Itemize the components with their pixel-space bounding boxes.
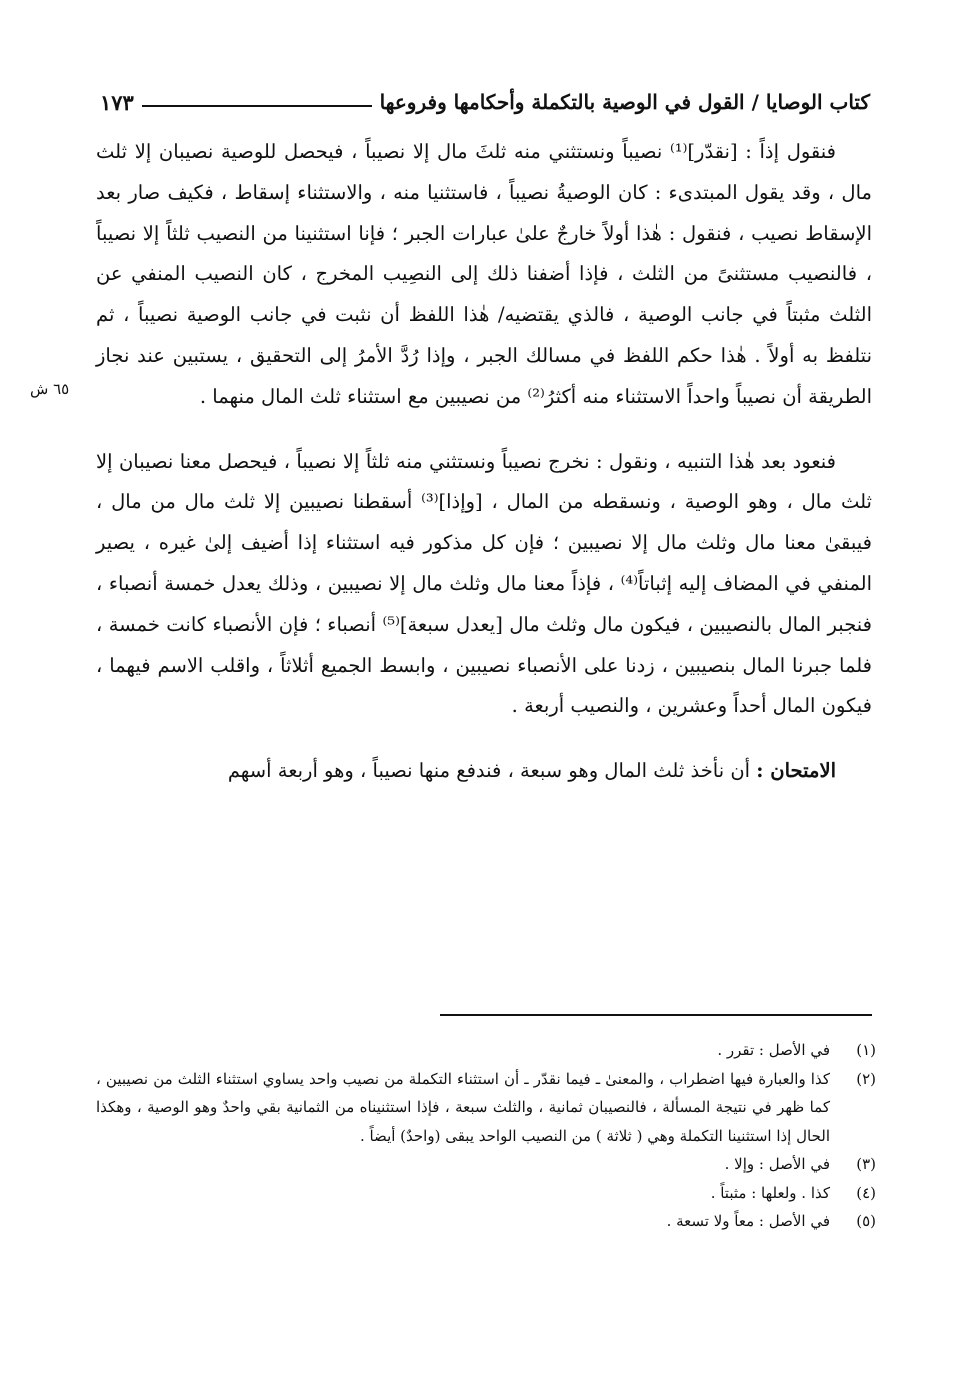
header-rule <box>142 105 372 107</box>
paragraph-lead: الامتحان : <box>756 759 836 783</box>
page-number: ١٧٣ <box>100 89 134 115</box>
footnote <box>96 1179 876 1208</box>
footnote-text: كذا . ولعلها : مثبتاً . <box>710 1183 830 1202</box>
footnote-number: (٢) <box>856 1069 876 1088</box>
book-title: كتاب الوصايا / القول في الوصية بالتكملة وأحكامها وفروعها <box>379 90 870 114</box>
running-header <box>100 82 870 122</box>
main-text <box>96 132 872 792</box>
footnotes <box>96 1036 876 1236</box>
footnote <box>96 1150 876 1179</box>
footnote-number: (٣) <box>856 1155 876 1173</box>
paragraph-text: فنقول إذاً : [نقدّر]⁽¹⁾ نصيباً ونستثني منه ثلثَ مال إلا نصيباً ، فيحصل للوصية نصيبان إلا ثلث مال ، وقد يقول المبتدىء : كان الوصيةُ نصيباً ، فاستثنيا منه ، والاستثناء إسقاط ، فكيف صار بعد الإسقاط نصيب ، فنقول : هٰذا أولاً خارجٌ علىٰ عبارات الجبر ؛ فإنا استثنينا من النصيب ثلثاً إلا نصيباً ، فالنصيب مستثنىً من الثلث ، فإذا أضفنا ذلك إلى النصِيب المخرج ، كان النصيب المنفي عن الثلث مثبتاً في جانب الوصية ، فالذي يقتضيه/ هٰذا اللفظ أن نثبت في جانب الوصية نصيباً ، ثم نتلفظ به أولاً . هٰذا حكم اللفظ في مسالك الجبر ، وإذا رُدَّ الأمرُ إلى التحقيق ، يستبين عند نجاز الطريقة أن نصيباً واحداً الاستثناء منه أكثرُ⁽²⁾ من نصيبين مع استثناء ثلث المال منهما . <box>96 140 872 408</box>
footnote <box>96 1065 876 1151</box>
paragraph <box>96 132 872 418</box>
paragraph-text: أن نأخذ ثلث المال وهو سبعة ، فندفع منها نصيباً ، وهو أربعة أسهم <box>227 759 757 783</box>
footnote-number: (٥) <box>856 1212 876 1230</box>
footnote-text: في الأصل : وإلا . <box>724 1155 830 1173</box>
footnote-number: (٤) <box>856 1183 876 1202</box>
margin-manuscript-note: ٦٥ ش <box>30 380 70 398</box>
paragraph-text: فنعود بعد هٰذا التنبيه ، ونقول : نخرج نصيباً ونستثني منه ثلثاً إلا نصيباً ، فيحصل معنا نصيبان إلا ثلث مال ، وهو الوصية ، ونسقطه من المال ، [وإذا]⁽³⁾ أسقطنا نصيبين إلا ثلث مال من مال ، فيبقىٰ معنا مال وثلث مال إلا نصيبين ؛ فإن كل مذكور فيه استثناء إذا أضيف إلىٰ غيره ، يصير المنفي في المضاف إليه إثباتاً⁽⁴⁾ ، فإذاً معنا مال وثلث مال إلا نصيبين ، وذلك يعدل خمسة أنصباء ، فنجبر المال بالنصيبين ، فيكون مال وثلث مال [يعدل سبعة]⁽⁵⁾ أنصباء ؛ فإن الأنصباء كانت خمسة ، فلما جبرنا المال بنصيبين ، زدنا على الأنصباء نصيبين ، وابسط الجميع أثلاثاً ، واقلب الاسم فيهما ، فيكون المال أحداً وعشرين ، والنصيب أربعة . <box>96 449 873 718</box>
footnote-text: في الأصل : معاً ولا تسعة . <box>666 1212 830 1230</box>
paragraph <box>96 751 872 792</box>
footnote-text: في الأصل : تقرر . <box>717 1041 830 1059</box>
footnote <box>96 1207 876 1236</box>
footnote-text: كذا والعبارة فيها اضطراب ، والمعنىٰ ـ فيما نقدّر ـ أن استثناء التكملة من نصيب واحد يساوي استثناء الثلث من نصيبين ، كما ظهر في نتيجة المسألة ، فالنصيبان ثمانية ، والثلث سبعة ، فإذا استثنيناه من الثمانية بقي واحدٌ وهو الوصية ، وهكذا الحال إذا استثنينا التكملة وهي ( ثلاثة ) من النصيب الواحد يبقى (واحدٌ) أيضاً . <box>96 1069 830 1145</box>
footnote-rule <box>440 1014 872 1016</box>
paragraph <box>96 442 872 728</box>
footnote <box>96 1036 876 1065</box>
footnote-number: (١) <box>856 1041 876 1059</box>
